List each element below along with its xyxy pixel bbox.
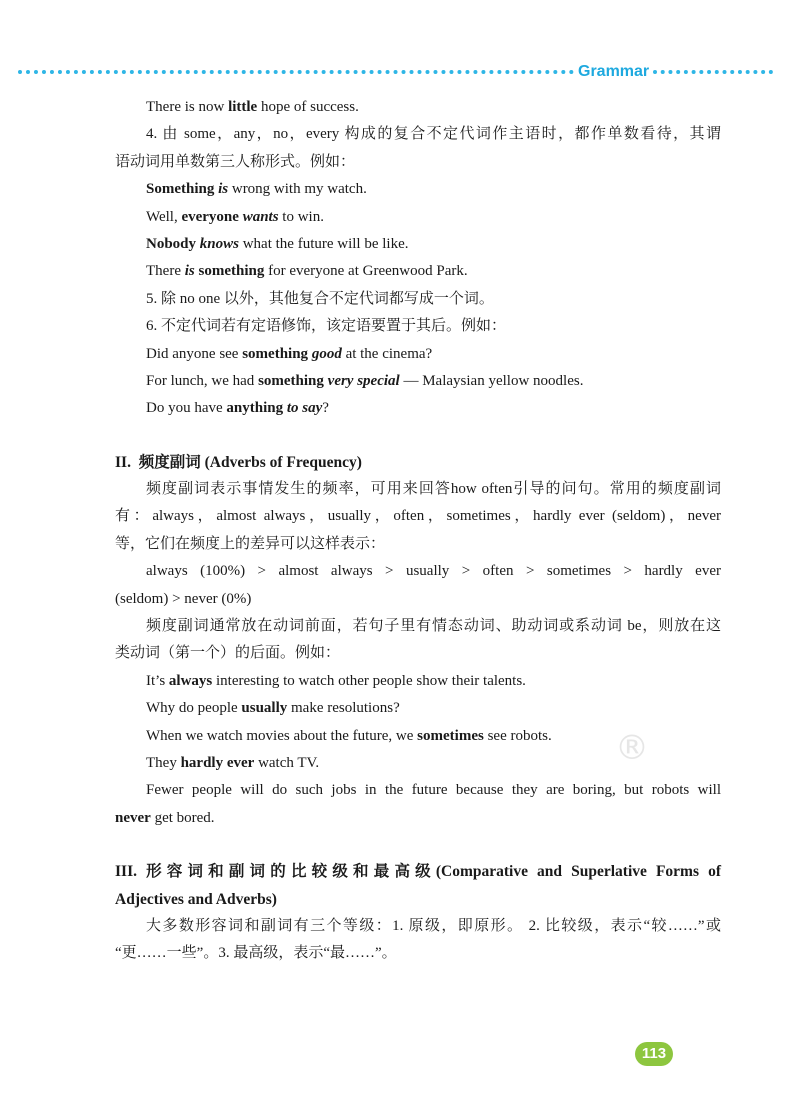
header-bar [18,62,773,82]
example-line: They hardly ever watch TV. [146,754,320,771]
example-line: There is something for everyone at Greenwood Park. [146,263,468,280]
example-line: When we watch movies about the future, we sometimes see robots. [146,727,552,744]
position-rule-line-2: 类动词（第一个）的后面。例如： [115,645,341,662]
page-number-badge: 113 [635,1042,673,1066]
header-dots-left [18,70,574,74]
example-line-wrap-1: Fewer people will do such jobs in the future because they are boring, but robots will [146,782,721,799]
example-line: Do you have anything to say? [146,400,329,417]
section-iii-heading-line-2: Adjectives and Adverbs) [115,890,277,908]
example-line: Something is wrong with my watch. [146,181,367,198]
example-line: Why do people usually make resolutions? [146,700,400,717]
section-ii-intro-line-3: 等，它们在频度上的差异可以这样表示： [115,535,386,552]
example-line: It’s always interesting to watch other people show their talents. [146,672,526,689]
rule-4-line-2: 语动词用单数第三人称形式。例如： [115,153,356,170]
section-ii-intro-line-2: 有：always，almost always，usually，often，sometimes，hardly ever (seldom)，never [115,508,721,525]
example-line: Did anyone see something good at the cinema? [146,345,433,362]
example-line: Nobody knows what the future will be like. [146,235,409,252]
position-rule-line-1: 频度副词通常放在动词前面，若句子里有情态动词、助动词或系动词 be，则放在这 [146,618,721,635]
section-iii-intro-line-2: “更……一些”。3. 最高级，表示“最……”。 [115,945,397,962]
example-line: There is now little hope of success. [146,99,359,115]
section-ii-intro-line-1: 频度副词表示事情发生的频率，可用来回答how often引导的问句。常用的频度副词 [146,481,721,498]
example-line: Well, everyone wants to win. [146,208,324,225]
page-content [115,94,721,968]
rule-5: 5. 除 no one 以外，其他复合不定代词都写成一个词。 [146,290,494,307]
frequency-scale-line-2: (seldom) > never (0%) [115,590,252,607]
header-title: Grammar [578,63,650,80]
watermark-registered: ® [615,728,649,768]
section-ii-heading: II. 频度副词 (Adverbs of Frequency) [115,453,362,471]
example-line: For lunch, we had something very special — Malaysian yellow noodles. [146,372,584,389]
rule-4-line-1: 4. 由 some，any，no，every 构成的复合不定代词作主语时，都作单数看待，其谓 [146,126,721,143]
header-dots-right [653,70,773,74]
frequency-scale-line-1: always (100%) > almost always > usually > often > sometimes > hardly ever [146,563,721,580]
rule-6: 6. 不定代词若有定语修饰，该定语要置于其后。例如： [146,318,507,335]
section-iii-intro-line-1: 大多数形容词和副词有三个等级：1. 原级，即原形。 2. 比较级，表示“较……”或 [146,917,721,934]
section-iii-heading-line-1: III. 形容词和副词的比较级和最高级(Comparative and Superlative Forms of [115,863,721,881]
example-line-wrap-2: never get bored. [115,809,215,826]
